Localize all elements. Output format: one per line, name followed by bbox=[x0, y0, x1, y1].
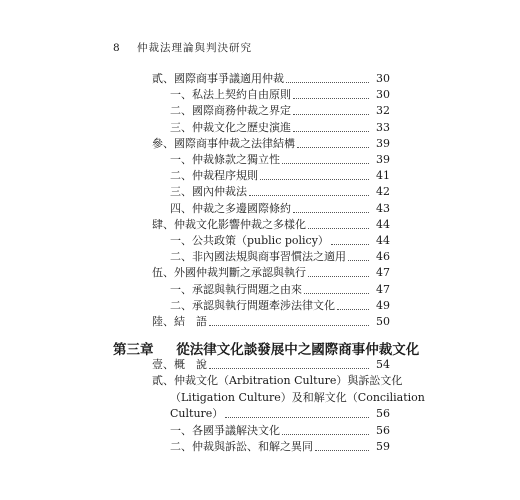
toc-entry-title: 陸、結 語 bbox=[152, 315, 207, 328]
toc-entry-title: 參、國際商事仲裁之法律結構 bbox=[152, 136, 295, 150]
toc-entry bbox=[152, 315, 390, 329]
toc-page-number: 30 bbox=[376, 88, 390, 102]
toc-entry-title: 四、仲裁之多邊國際條約 bbox=[170, 201, 291, 215]
toc-entry bbox=[152, 72, 390, 86]
toc-entry bbox=[170, 440, 390, 454]
toc-entry-title: 一、公共政策（public policy） bbox=[170, 234, 329, 247]
toc-entry-title: 一、各國爭議解決文化 bbox=[170, 423, 280, 437]
toc-entry bbox=[152, 374, 403, 388]
toc-entry-title: 伍、外國仲裁判斷之承認與執行 bbox=[152, 266, 306, 280]
dot-leader bbox=[209, 367, 369, 369]
toc-entry-title: 肆、仲裁文化影響仲裁之多樣化 bbox=[152, 217, 306, 231]
toc-entry bbox=[170, 153, 390, 167]
toc-entry-title: 一、仲裁條款之獨立性 bbox=[170, 153, 280, 166]
dot-leader bbox=[286, 81, 369, 83]
toc-entry-title: （Litigation Culture）及和解文化（Conciliation bbox=[170, 390, 425, 404]
toc-entry-title: 二、承認與執行問題牽涉法律文化 bbox=[170, 298, 335, 312]
toc-entry bbox=[170, 424, 390, 438]
toc-page-number: 56 bbox=[376, 407, 390, 421]
dot-leader bbox=[293, 130, 369, 132]
toc-entry bbox=[152, 358, 390, 372]
book-title: 仲裁法理論與判決研究 bbox=[137, 42, 253, 54]
toc-page-number: 56 bbox=[376, 423, 390, 437]
toc-entry-title: 貳、仲裁文化（Arbitration Culture）與訴訟文化 bbox=[152, 374, 403, 388]
toc-page-number: 32 bbox=[376, 104, 390, 118]
chapter-heading bbox=[113, 338, 419, 358]
toc-page-number: 39 bbox=[376, 136, 390, 150]
dot-leader bbox=[297, 146, 369, 148]
toc-entry bbox=[170, 121, 390, 135]
toc-entry bbox=[170, 390, 425, 405]
page-number: 8 bbox=[113, 42, 121, 54]
toc-page-number: 47 bbox=[376, 266, 390, 280]
toc-page-number: 44 bbox=[376, 217, 390, 231]
toc-page-number: 33 bbox=[376, 120, 390, 134]
toc-page-number: 44 bbox=[376, 234, 390, 247]
toc-entry bbox=[152, 218, 390, 232]
dot-leader bbox=[331, 243, 369, 245]
toc-page-number: 59 bbox=[376, 440, 390, 453]
dot-leader bbox=[225, 416, 369, 418]
toc-entry-title: 一、私法上契約自由原則 bbox=[170, 88, 291, 102]
toc-page-number: 39 bbox=[376, 153, 390, 166]
toc-entry bbox=[170, 104, 390, 118]
toc-entry bbox=[152, 137, 390, 151]
chapter-title: 從法律文化談發展中之國際商事仲裁文化 bbox=[176, 342, 420, 358]
toc-entry bbox=[170, 299, 390, 313]
toc-entry-title: 一、承認與執行問題之由來 bbox=[170, 282, 302, 296]
toc-entry-title: Culture） bbox=[170, 407, 224, 421]
toc-page-number: 46 bbox=[376, 250, 390, 264]
dot-leader bbox=[337, 308, 369, 310]
dot-leader bbox=[282, 162, 369, 164]
toc-entry-title: 二、國際商務仲裁之界定 bbox=[170, 104, 291, 118]
toc-entry bbox=[170, 169, 390, 183]
dot-leader bbox=[315, 449, 369, 451]
dot-leader bbox=[209, 324, 369, 326]
toc-entry-title: 貳、國際商事爭議適用仲裁 bbox=[152, 72, 284, 85]
toc-entry bbox=[170, 407, 390, 421]
dot-leader bbox=[249, 194, 369, 196]
toc-entry-title: 二、非內國法規與商事習慣法之適用 bbox=[170, 250, 346, 264]
running-header bbox=[113, 40, 252, 55]
toc-entry-title: 二、仲裁程序規則 bbox=[170, 169, 258, 183]
toc-entry-title: 三、仲裁文化之歷史演進 bbox=[170, 120, 291, 134]
dot-leader bbox=[293, 97, 369, 99]
toc-entry bbox=[152, 266, 390, 280]
toc-entry-title: 二、仲裁與訴訟、和解之異同 bbox=[170, 440, 313, 453]
toc-entry bbox=[170, 250, 390, 264]
toc-entry bbox=[170, 202, 390, 216]
dot-leader bbox=[308, 275, 369, 277]
toc-entry bbox=[170, 283, 390, 297]
chapter-number: 第三章 bbox=[113, 342, 154, 358]
toc-entry bbox=[170, 185, 390, 199]
toc-page-number: 30 bbox=[376, 72, 390, 85]
toc-entry bbox=[170, 234, 390, 248]
toc-page-number: 41 bbox=[376, 169, 390, 183]
toc-entry bbox=[170, 88, 390, 102]
toc-page-number: 47 bbox=[376, 282, 390, 296]
toc-entry-title: 三、國內仲裁法 bbox=[170, 185, 247, 199]
dot-leader bbox=[293, 113, 369, 115]
dot-leader bbox=[308, 227, 369, 229]
dot-leader bbox=[293, 211, 369, 213]
toc-page-number: 50 bbox=[376, 315, 390, 328]
dot-leader bbox=[260, 178, 369, 180]
dot-leader bbox=[304, 292, 369, 294]
dot-leader bbox=[348, 259, 369, 261]
toc-page-number: 54 bbox=[376, 358, 390, 371]
toc-entry-title: 壹、概 說 bbox=[152, 358, 207, 371]
toc-page-number: 43 bbox=[376, 201, 390, 215]
dot-leader bbox=[282, 433, 369, 435]
toc-page-number: 42 bbox=[376, 185, 390, 199]
toc-page-number: 49 bbox=[376, 298, 390, 312]
